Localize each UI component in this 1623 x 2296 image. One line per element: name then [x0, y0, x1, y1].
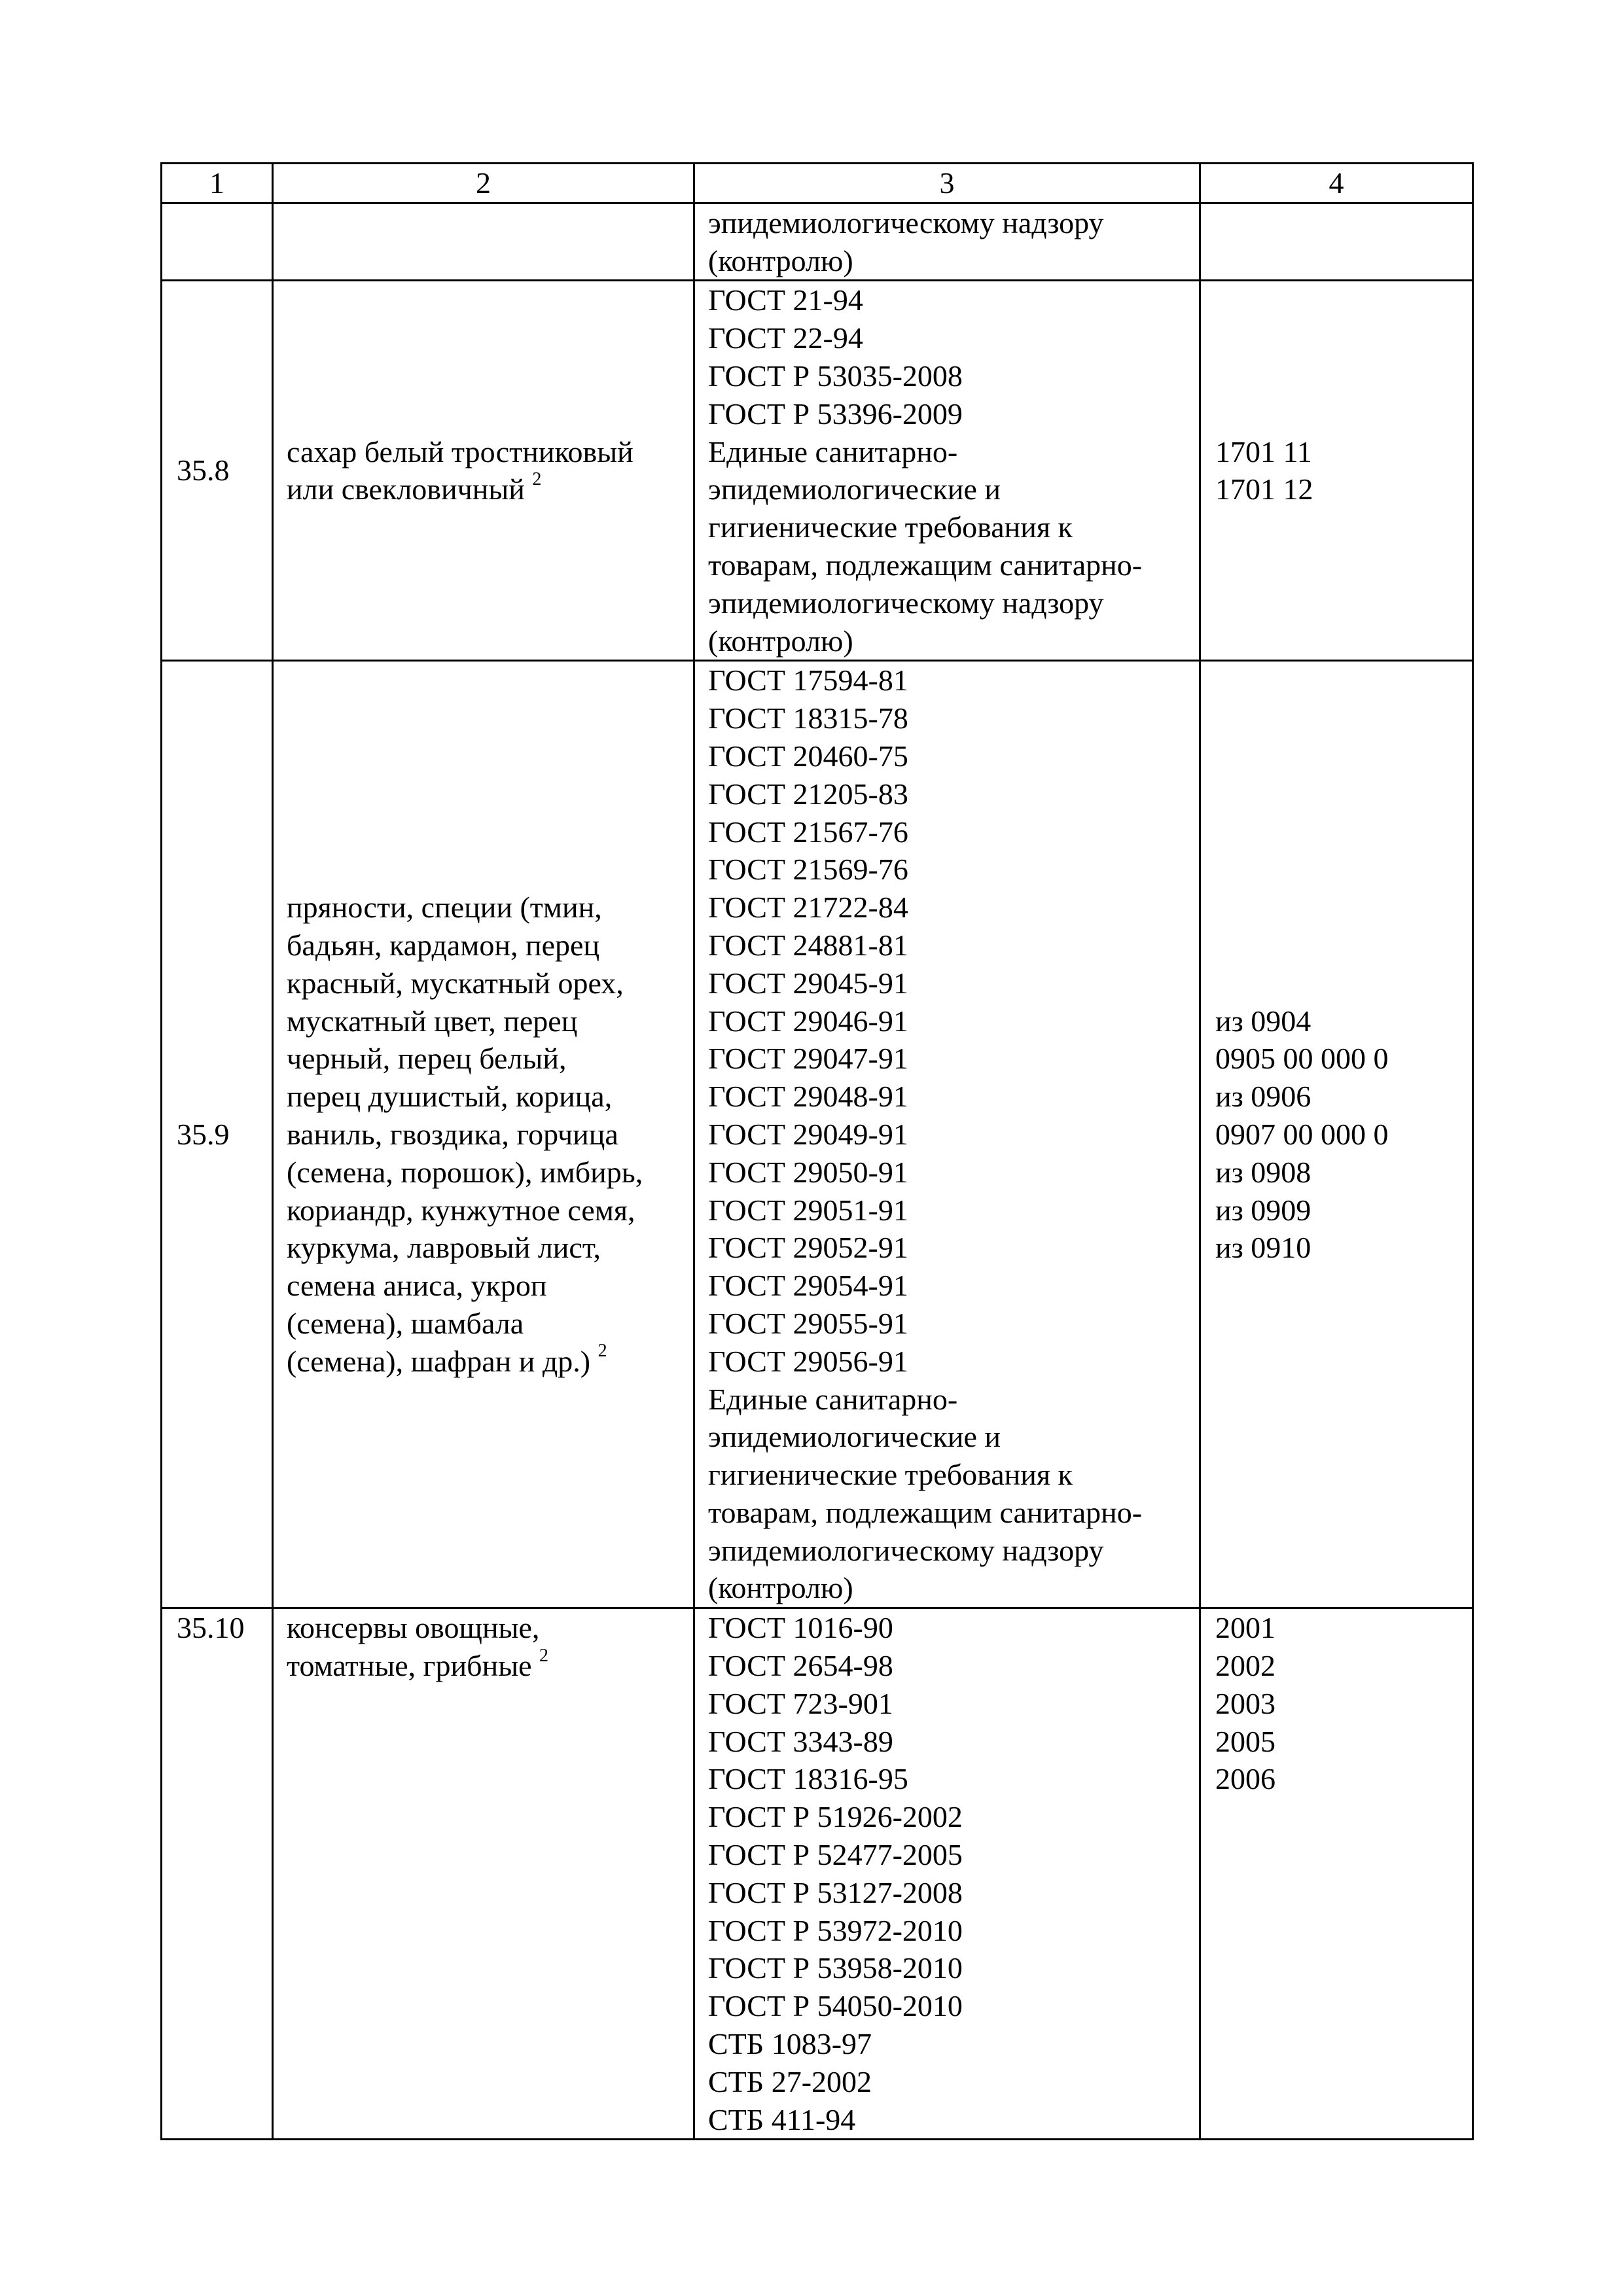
regulatory-documents: эпидемиологическому надзору (контролю): [694, 203, 1200, 281]
tn-ved-codes: 2001 2002 2003 2005 2006: [1200, 1608, 1473, 2140]
product-name: [273, 661, 694, 1608]
document-table: [160, 162, 1474, 2140]
header-col-1: 1: [162, 164, 273, 203]
footnote-mark: 2: [539, 1645, 549, 1666]
tn-ved-codes: 1701 11 1701 12: [1200, 281, 1473, 661]
tn-ved-codes: из 0904 0905 00 000 0 из 0906 0907 00 000 0 из 0908 из 0909 из 0910: [1200, 661, 1473, 1608]
row-number: 35.10: [162, 1608, 273, 2140]
row-number: 35.9: [162, 661, 273, 1608]
footnote-mark: 2: [532, 469, 542, 490]
product-name: [273, 1608, 694, 2140]
footnote-mark: 2: [597, 1341, 607, 1362]
regulatory-documents: ГОСТ 21-94 ГОСТ 22-94 ГОСТ Р 53035-2008 ГОСТ Р 53396-2009 Единые санитарно- эпидемиологические и гигиенические требования к товарам, подлежащим санитарно- эпидемиологическому надзору (контролю): [694, 281, 1200, 661]
header-col-4: 4: [1200, 164, 1473, 203]
product-name: [273, 203, 694, 281]
table-row: [162, 1608, 1473, 2140]
header-row: [162, 164, 1473, 203]
row-number: 35.8: [162, 281, 273, 661]
header-col-2: 2: [273, 164, 694, 203]
product-name-text: консервы овощные, томатные, грибные: [287, 1611, 540, 1683]
product-name: [273, 281, 694, 661]
regulatory-documents: ГОСТ 1016-90 ГОСТ 2654-98 ГОСТ 723-901 ГОСТ 3343-89 ГОСТ 18316-95 ГОСТ Р 51926-2002 ГОСТ Р 52477-2005 ГОСТ Р 53127-2008 ГОСТ Р 53972-2010 ГОСТ Р 53958-2010 ГОСТ Р 54050-2010 СТБ 1083-97 СТБ 27-2002 СТБ 411-94: [694, 1608, 1200, 2140]
product-name-text: пряности, специи (тмин, бадьян, кардамон, перец красный, мускатный орех, мускатный цвет, перец черный, перец белый, перец душистый, корица, ваниль, гвоздика, горчица (семена, порошок), имбирь, кориандр, кунжутное семя, куркума, лавровый лист, семена аниса, укроп (семена), шамбала (семена), шафран и др.): [287, 891, 643, 1378]
tn-ved-codes: [1200, 203, 1473, 281]
table-row: [162, 281, 1473, 661]
product-name-text: сахар белый тростниковый или свекловичный: [287, 434, 633, 506]
table-row: [162, 203, 1473, 281]
table-row: [162, 661, 1473, 1608]
header-col-3: 3: [694, 164, 1200, 203]
regulatory-documents: ГОСТ 17594-81 ГОСТ 18315-78 ГОСТ 20460-75 ГОСТ 21205-83 ГОСТ 21567-76 ГОСТ 21569-76 ГОСТ 21722-84 ГОСТ 24881-81 ГОСТ 29045-91 ГОСТ 29046-91 ГОСТ 29047-91 ГОСТ 29048-91 ГОСТ 29049-91 ГОСТ 29050-91 ГОСТ 29051-91 ГОСТ 29052-91 ГОСТ 29054-91 ГОСТ 29055-91 ГОСТ 29056-91 Единые санитарно- эпидемиологические и гигиенические требования к товарам, подлежащим санитарно- эпидемиологическому надзору (контролю): [694, 661, 1200, 1608]
row-number: [162, 203, 273, 281]
